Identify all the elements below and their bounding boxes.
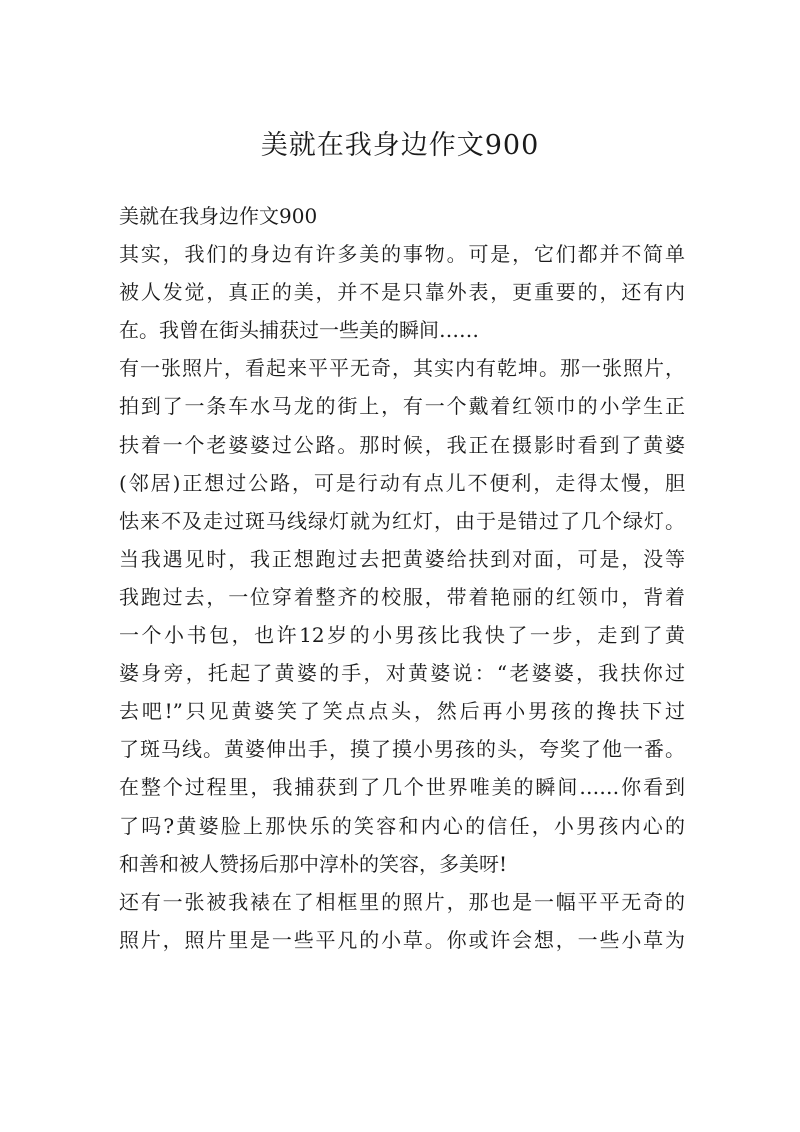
document-body — [119, 197, 685, 959]
text-line: 其实，我们的身边有许多美的事物。可是，它们都并不简单 — [119, 242, 685, 267]
text-line: 拍到了一条车水马龙的街上，有一个戴着红领巾的小学生正 — [119, 394, 685, 419]
text-line: 了斑马线。黄婆伸出手，摸了摸小男孩的头，夸奖了他一番。 — [119, 737, 685, 762]
text-line: 在。我曾在街头捕获过一些美的瞬间…… — [119, 318, 479, 343]
text-line: 去吧!”只见黄婆笑了笑点点头，然后再小男孩的搀扶下过 — [119, 699, 685, 724]
text-line: 和善和被人赞扬后那中淳朴的笑容，多美呀! — [119, 851, 508, 876]
text-line: 了吗?黄婆脸上那快乐的笑容和内心的信任，小男孩内心的 — [119, 813, 685, 838]
text-line: 照片，照片里是一些平凡的小草。你或许会想，一些小草为 — [119, 927, 685, 952]
text-line: 在整个过程里，我捕获到了几个世界唯美的瞬间……你看到 — [119, 775, 685, 800]
text-line: 有一张照片，看起来平平无奇，其实内有乾坤。那一张照片， — [119, 356, 685, 381]
document-title: 美就在我身边作文900 — [260, 130, 540, 161]
text-line: 扶着一个老婆婆过公路。那时候，我正在摄影时看到了黄婆 — [119, 432, 685, 457]
subtitle-line: 美就在我身边作文900 — [119, 204, 318, 228]
text-line: 怯来不及走过斑马线绿灯就为红灯，由于是错过了几个绿灯。 — [119, 508, 685, 533]
text-line: 我跑过去，一位穿着整齐的校服，带着艳丽的红领巾，背着 — [119, 584, 685, 609]
text-line: 当我遇见时，我正想跑过去把黄婆给扶到对面，可是，没等 — [119, 546, 685, 571]
text-line: 还有一张被我裱在了相框里的照片，那也是一幅平平无奇的 — [119, 889, 685, 914]
text-line: 一个小书包，也许12岁的小男孩比我快了一步，走到了黄 — [119, 623, 685, 648]
text-line: (邻居)正想过公路，可是行动有点儿不便利，走得太慢，胆 — [119, 470, 685, 495]
text-line: 婆身旁，托起了黄婆的手，对黄婆说：“老婆婆，我扶你过 — [119, 661, 685, 686]
text-line: 被人发觉，真正的美，并不是只靠外表，更重要的，还有内 — [119, 280, 685, 305]
